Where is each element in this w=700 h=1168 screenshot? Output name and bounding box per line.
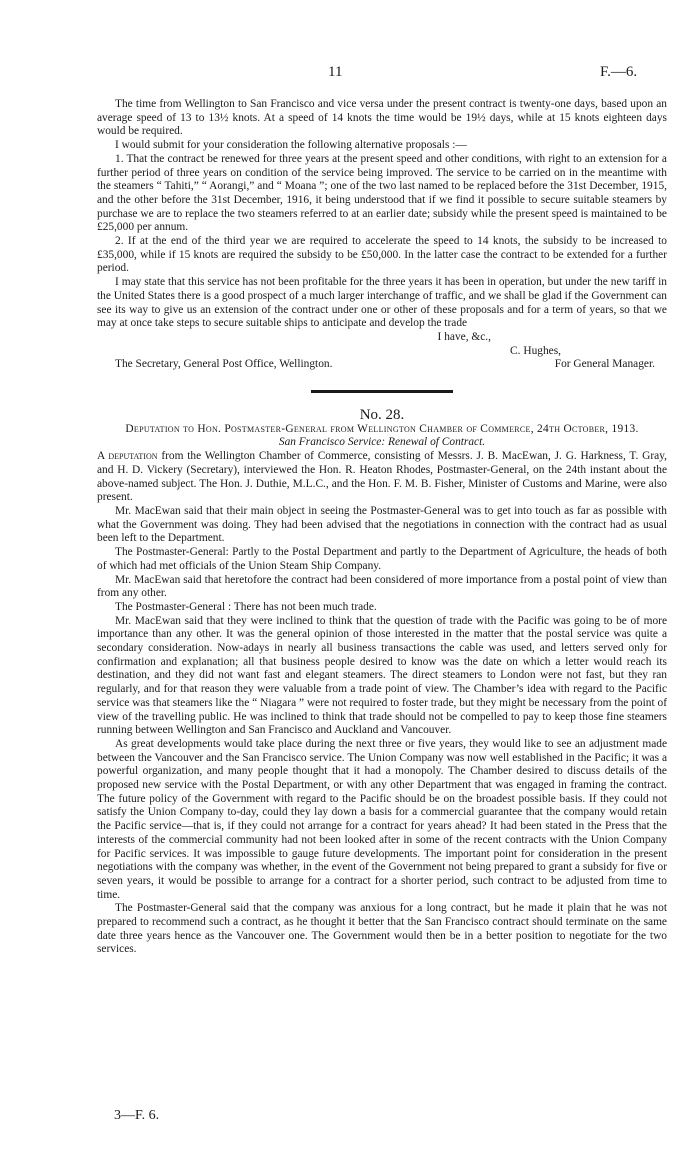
letter-paragraph: I would submit for your consideration the following alternative proposals :— xyxy=(115,139,467,152)
minutes-paragraph: The Postmaster-General: Partly to the Postal Department and partly to the Department of Agriculture, the heads of both of which had met officials of the Union Steam Ship Company. xyxy=(97,546,667,572)
letter-closing: I have, &c., xyxy=(437,330,491,343)
letter-paragraph: I may state that this service has not been profitable for the three years it has been in operation, but under the new tariff in the United States there is a good prospect of a much larger interchange of traffic, and we shall be glad if the Government can see its way to give us an extension of the contract under one or other of these proposals and for a term of years, so that we may at once take steps to secure suitable ships to anticipate and develop the trade xyxy=(97,276,667,330)
section-heading: Deputation to Hon. Postmaster-General from Wellington Chamber of Commerce, 24th October, 1913. xyxy=(125,422,639,435)
document-reference: F.—6. xyxy=(600,64,638,80)
letter-paragraph: The time from Wellington to San Francisco and vice versa under the present contract is twenty-one days, based upon an average speed of 13 to 13½ knots. At a speed of 14 knots the time would be 19½ days, while at 15 knots eighteen days would be required. xyxy=(97,98,667,138)
signature-row xyxy=(97,358,667,372)
letter-addressee: The Secretary, General Post Office, Wellington. xyxy=(115,358,333,371)
minutes-paragraph: Mr. MacEwan said that they were inclined to think that the question of trade with the Pacific was going to be of more importance than any other. It was the general opinion of those interested in the matter that the postal service was quite a secondary consideration. Now-adays in nearly all business transactions the cable was used, and letters served only for confirmation and explanation; all that business people desired to know was the date on which a letter would reach its destination, and they did not want fast and elegant steamers. The direct steamers to London were not fast, but they ran regularly, and for that reason they were valuable from a trade point of view. The Chamber’s idea with regard to the Pacific service was that steamers like the “ Niagara ” were not required to foster trade, but they might be necessary from the point of view of the travelling public. He was inclined to think that trade should not be compelled to pay to keep those fine steamers running between Wellington and San Francisco and Auckland and Vancouver. xyxy=(97,614,667,737)
letter-paragraph: 1. That the contract be renewed for three years at the present speed and other conditions, with right to an extension for a further period of three years on condition of the service being improved. The service to be carried on in the meantime with the steamers “ Tahiti,” “ Aorangi,” and “ Moana ”; one of the two last named to be replaced before the 31st December, 1915, and the other before the 31st December, 1916, it being understood that if we find it possible to secure suitable steamers by purchase we are to replace the two steamers referred to at an earlier date; subsidy while the present speed is maintained to be £25,000 per annum. xyxy=(97,152,667,234)
page-number: 11 xyxy=(328,64,343,80)
minutes-paragraph: The Postmaster-General said that the company was anxious for a long contract, but he made it plain that he was not prepared to recommend such a contract, as he thought it better that the San Francisco contract should terminate on the same date three years hence as the Vancouver one. The Government would then be in a better position to negotiate for the two services. xyxy=(97,902,667,956)
section-number: No. 28. xyxy=(359,407,405,424)
minutes-paragraph: The Postmaster-General : There has not been much trade. xyxy=(115,600,377,613)
signer-title: For General Manager. xyxy=(554,358,655,371)
section-subheading: San Francisco Service: Renewal of Contract. xyxy=(278,436,486,449)
letter-paragraph: 2. If at the end of the third year we are required to accelerate the speed to 14 knots, the subsidy to be increased to £35,000, while if 15 knots are required the subsidy to be £50,000. In the latter case the contract to be extended for a further period. xyxy=(97,235,667,275)
minutes-paragraph: Mr. MacEwan said that their main object in seeing the Postmaster-General was to get into touch as far as possible with what the Government was doing. They had been advised that the negotiations in connection with the contract had as usual been left to the Department. xyxy=(97,504,667,545)
section-divider xyxy=(311,390,453,393)
intro-text: from the Wellington Chamber of Commerce, consisting of Messrs. J. B. MacEwan, J. G. Harkness, T. Gray, and H. D. Vickery (Secretary), interviewed the Hon. R. Heaton Rhodes, Postmaster-General, on the 24th instant about the above-named subject. The Hon. J. Duthie, M.L.C., and the Hon. F. M. B. Fisher, Minister of Customs and Marine, were also present. xyxy=(97,450,668,504)
deputation-intro xyxy=(97,450,667,505)
minutes-paragraph: As great developments would take place during the next three or five years, they would like to see an adjustment made between the Vancouver and the San Francisco service. The Union Company was now well established in the Pacific; it was a powerful organization, and many people thought that it had a monopoly. The Chamber desired to discuss details of the proposed new service with the Postal Department, or with any other Department that was engaged in framing the contract. The future policy of the Government with regard to the Pacific should be on the broadest possible basis. If they could not satisfy the Union Company to-day, could they lay down a basis for a commercial guarantee that the company would retain the Pacific service—that is, if they could not arrange for a contract for years ahead? It had been stated in the Press that the interests of the commercial community had not been looked after in some of the recent contracts with the Union Company for Pacific services. It was impossible to gauge future developments. The important point for consideration in the present negotiations with the company was whether, in the event of the Government not being prepared to grant a subsidy for five or seven years, it would be possible to arrange for a contract for a shorter period, such contract to be adjusted from time to time. xyxy=(97,737,667,901)
letter-signer: C. Hughes, xyxy=(510,344,561,357)
signature-mark: 3—F. 6. xyxy=(114,1108,160,1123)
page-content xyxy=(97,98,667,957)
minutes-paragraph: Mr. MacEwan said that heretofore the contract had been considered of more importance from a postal point of view than from any other. xyxy=(97,573,667,600)
intro-lead-words: A deputation xyxy=(97,450,158,463)
